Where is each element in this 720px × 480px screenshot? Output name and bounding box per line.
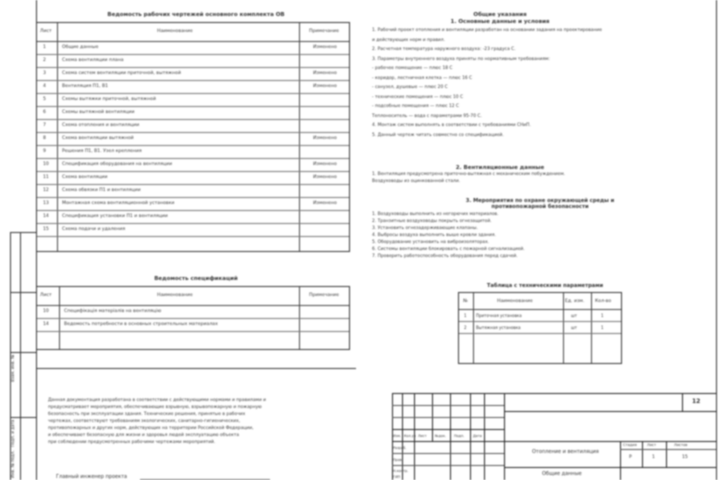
table2-header-sheet: Лист [40,293,52,298]
small-table-title: Таблица с техническими параметрами [486,283,604,289]
table1-cell-sheet: 13 [43,201,49,206]
notes-item-safety: 5. Оборудование установить на виброизоляторах. [372,240,490,245]
table1-cell-note: Изменено [313,201,337,206]
table1-cell-note: Изменено [313,162,337,167]
bottom-note-line: и обеспечивают безопасную для жизни и здоровья людей эксплуатацию объекта [48,433,240,438]
bottom-note-line: Данная документация разработана в соответствии с действующими нормами и правилами и [48,398,266,403]
table1-row-line [37,93,349,94]
table1-header-note: Примечание [309,29,339,34]
table1-cell-name: Схема отопления и вентиляции [62,123,140,128]
table1-cell-sheet: 1 [43,45,46,50]
tb-header-sign: Подп. [454,434,465,438]
table1-cell-note: Изменено [313,84,337,89]
table1-cell-name: Спецификация оборудования на вентиляции [62,162,173,167]
table1-row-line [37,158,349,159]
tb-role-normcontrol: Н.контр. [393,469,409,473]
table1-row-line [37,132,349,133]
table1-cell-sheet: 5 [43,97,46,102]
table2-row-line [37,318,349,319]
margin-label-replace: Взам. инв. № [10,354,15,382]
small-table-row-line [459,321,621,322]
notes-item: 2. Расчетная температура наружного воздуха: -23 градуса С. [372,47,516,52]
stamp-number: 12 [692,398,701,405]
table1-row-line [37,171,349,172]
tb-sheet-title: Общие данные [542,471,582,477]
small-table-header-name: Наименование [497,299,533,304]
table1-cell-name: Спецификация установки П1 и вентиляции [62,214,168,219]
notes-item: - рабочее помещение — плюс 18 С [372,66,453,71]
table1-title: Ведомость рабочих чертежей основного комплекта ОВ [107,12,285,18]
tb-stage-label: Стадия [623,443,637,447]
table1-cell-sheet: 15 [43,227,49,232]
table1-cell-name: Вентиляция П1, В1 [62,84,109,89]
table1-cell-sheet: 12 [43,188,49,193]
notes-item-safety: 2. Транзитные воздуховоды покрыть огнезащитой. [372,219,492,224]
table1-cell-sheet: 6 [43,110,46,115]
notes-item: 1. Рабочий проект отопления и вентиляции разработан на основании задания на проектирование [372,28,602,33]
table1-cell-sheet: 7 [43,123,46,128]
tb-header-doc: №док. [435,434,447,438]
table1-cell-name: Схема обвязки П1 и вентиляции [62,188,141,193]
table1-cell-sheet: 9 [43,149,46,154]
table1-cell-note: Изменено [313,136,337,141]
table2-cell-name: Специфікація матеріалів на вентиляцію [64,309,162,314]
notes-item: 3. Параметры внутреннего воздуха приняты по нормативным требованиям: [372,56,550,62]
table1-cell-note: Изменено [313,175,337,180]
small-table-header-qty: Кол-во [595,299,612,304]
table1-cell-sheet: 3 [43,71,46,76]
table1-cell-name: Схема вентиляции вытяжной [62,136,134,141]
table2-header-note: Примечание [309,293,339,298]
tb-sheets-value: 15 [682,455,688,460]
notes-item: и действующих норм и правил. [372,37,445,43]
notes-item-safety: 6. Системы вентиляции блокировать с пожарной сигнализацией. [372,247,525,252]
notes-item: Теплоноситель — вода с параметрами 95-70 С. [372,113,482,119]
table1-header-sheet: Лист [40,29,52,34]
mid-separator [36,368,356,369]
notes-item-safety: 7. Проверить работоспособность оборудования перед сдачей. [372,254,518,259]
small-table-cell-n: 1 [464,313,467,318]
small-table-cell-unit: шт [571,325,577,330]
tb-sheet-label: Лист [647,443,657,447]
table1-cell-name: Монтажная схема вентиляционной установки [62,201,175,206]
small-table-cell-qty: 1 [601,313,604,318]
small-table-cell-unit: шт [571,313,577,318]
small-table-cell-name: Приточная установка [476,313,522,318]
table1-cell-note: Изменено [313,45,337,50]
table1-row-line [37,119,349,120]
table1-header-name: Наименование [157,29,193,34]
table1-row-line [37,223,349,224]
notes-heading-safety: 3. Мероприятия по охране окружающей среды и противопожарной безопасности [465,198,615,210]
table2-row-line [37,331,349,332]
notes-item: - подсобные помещения — плюс 12 С [372,104,460,109]
table1-cell-sheet: 8 [43,136,46,141]
notes-item: - коридор, лестничная клетка — плюс 16 С [372,75,473,81]
table2-cell-sheet: 14 [43,322,49,327]
margin-label-signature: Подп. и дата [10,419,15,447]
left-margin-strip [10,232,36,480]
title-block [392,393,716,480]
bottom-note-line: предусматривает мероприятия, обеспечивающие взрывную, взрывопожарную и пожарную [48,405,262,410]
table1-cell-name: Общие данные [62,45,99,50]
table1-cell-name: Схема вентиляции [62,175,108,180]
notes-item: - санузел, душевые — плюс 20 С [372,85,448,90]
table1-row-line [37,236,349,237]
table2-cell-name: Ведомость потребности в основных строительных материалах [64,322,218,327]
table1-row-line [37,210,349,211]
table1-cell-name: Схемы вытяжки приточной, вытяжной [62,97,156,102]
small-table-cell-name: Вытяжная установка [476,325,521,330]
table1-cell-sheet: 11 [43,175,49,180]
notes-item-ventilation: 1. Вентиляция предусмотрена приточно-вытяжная с механическим побуждением. [372,172,566,177]
table1-cell-sheet: 4 [43,84,46,89]
table1-cell-sheet: 2 [43,58,46,63]
notes-item: - технические помещения — плюс 10 С [372,94,464,100]
tb-role-checker: Пров. [393,458,403,462]
table2-title: Ведомость спецификаций [154,276,238,282]
tb-project-name: Отопление и вентиляция [532,449,599,455]
small-table-row-line [459,333,621,334]
table1-row-line [37,106,349,107]
tb-sheet-value: 1 [652,455,655,460]
small-table [458,292,622,364]
notes-item: 5. Данный чертеж читать совместно со спецификацией. [372,132,504,138]
table1-row-line [37,184,349,185]
table1 [36,22,350,252]
tb-header-count: Кол.уч [404,434,416,438]
notes-item-safety: 1. Воздуховоды выполнить из негорючих материалов. [372,212,499,217]
table1-cell-sheet: 10 [43,162,49,167]
tb-sheets-label: Листов [674,443,688,447]
small-table-cell-qty: 1 [601,325,604,330]
frame-right-border [716,0,717,480]
notes-item-ventilation: Воздуховоды из оцинкованной стали. [372,179,461,184]
table1-cell-name: Схемы вытяжной вентиляции [62,110,135,115]
small-table-header-n: № [463,299,468,304]
table1-row-line [37,145,349,146]
table1-row-line [37,54,349,55]
tb-role-gip: ГИП [393,475,401,479]
tb-stage-value: Р [629,455,632,460]
table1-cell-note: Изменено [313,71,337,76]
table1-row-line [37,197,349,198]
tb-header-sheet: Лист [418,434,427,438]
table2-cell-sheet: 10 [43,309,49,314]
table1-cell-name: Схема систем вентиляции приточной, вытяжной [62,71,181,76]
table1-cell-sheet: 14 [43,214,49,219]
table1-row-line [37,67,349,68]
notes-subheading: 1. Основные данные и условия [450,19,550,25]
table2-header-name: Наименование [157,293,193,298]
notes-item-safety: 4. Выбросы воздуха выполнить выше кровли здания. [372,233,496,238]
bottom-note-line: безопасность при эксплуатации здания. Технические решения, принятые в рабочих [48,412,246,417]
small-table-cell-n: 2 [464,325,467,330]
small-table-header-unit: Ед. изм. [565,299,585,304]
table2 [36,286,350,350]
signature-label: Главный инженер проекта [56,474,128,480]
tb-header-date: Дата [473,434,482,438]
bottom-note-line: при соблюдении предусмотренных рабочими чертежами мероприятий. [48,440,216,445]
margin-label-inventory: Инв. № подл. [10,450,15,478]
table1-cell-name: Схема подачи и удаления [62,227,126,232]
notes-heading: Общие указания [473,12,527,18]
notes-item-safety: 3. Установить огнезадерживающие клапаны. [372,226,478,231]
tb-header-change: Изм. [393,434,401,438]
table1-row-line [37,80,349,81]
bottom-note-line: чертежах, соответствуют требованиям экологических, санитарно-гигиенических, [48,419,241,424]
bottom-note-line: противопожарных и других норм, действующих на территории Российской Федерации, [48,426,254,431]
tb-role-developer: Разраб. [393,446,407,450]
table1-cell-name: Схема вентиляции плана [62,58,124,63]
table1-cell-name: Решения П1, В1. Узел крепления [62,149,142,154]
notes-item: 4. Монтаж систем выполнять в соответствии с требованиями СНиП. [372,123,531,128]
notes-heading-ventilation: 2. Вентиляционные данные [455,165,545,171]
